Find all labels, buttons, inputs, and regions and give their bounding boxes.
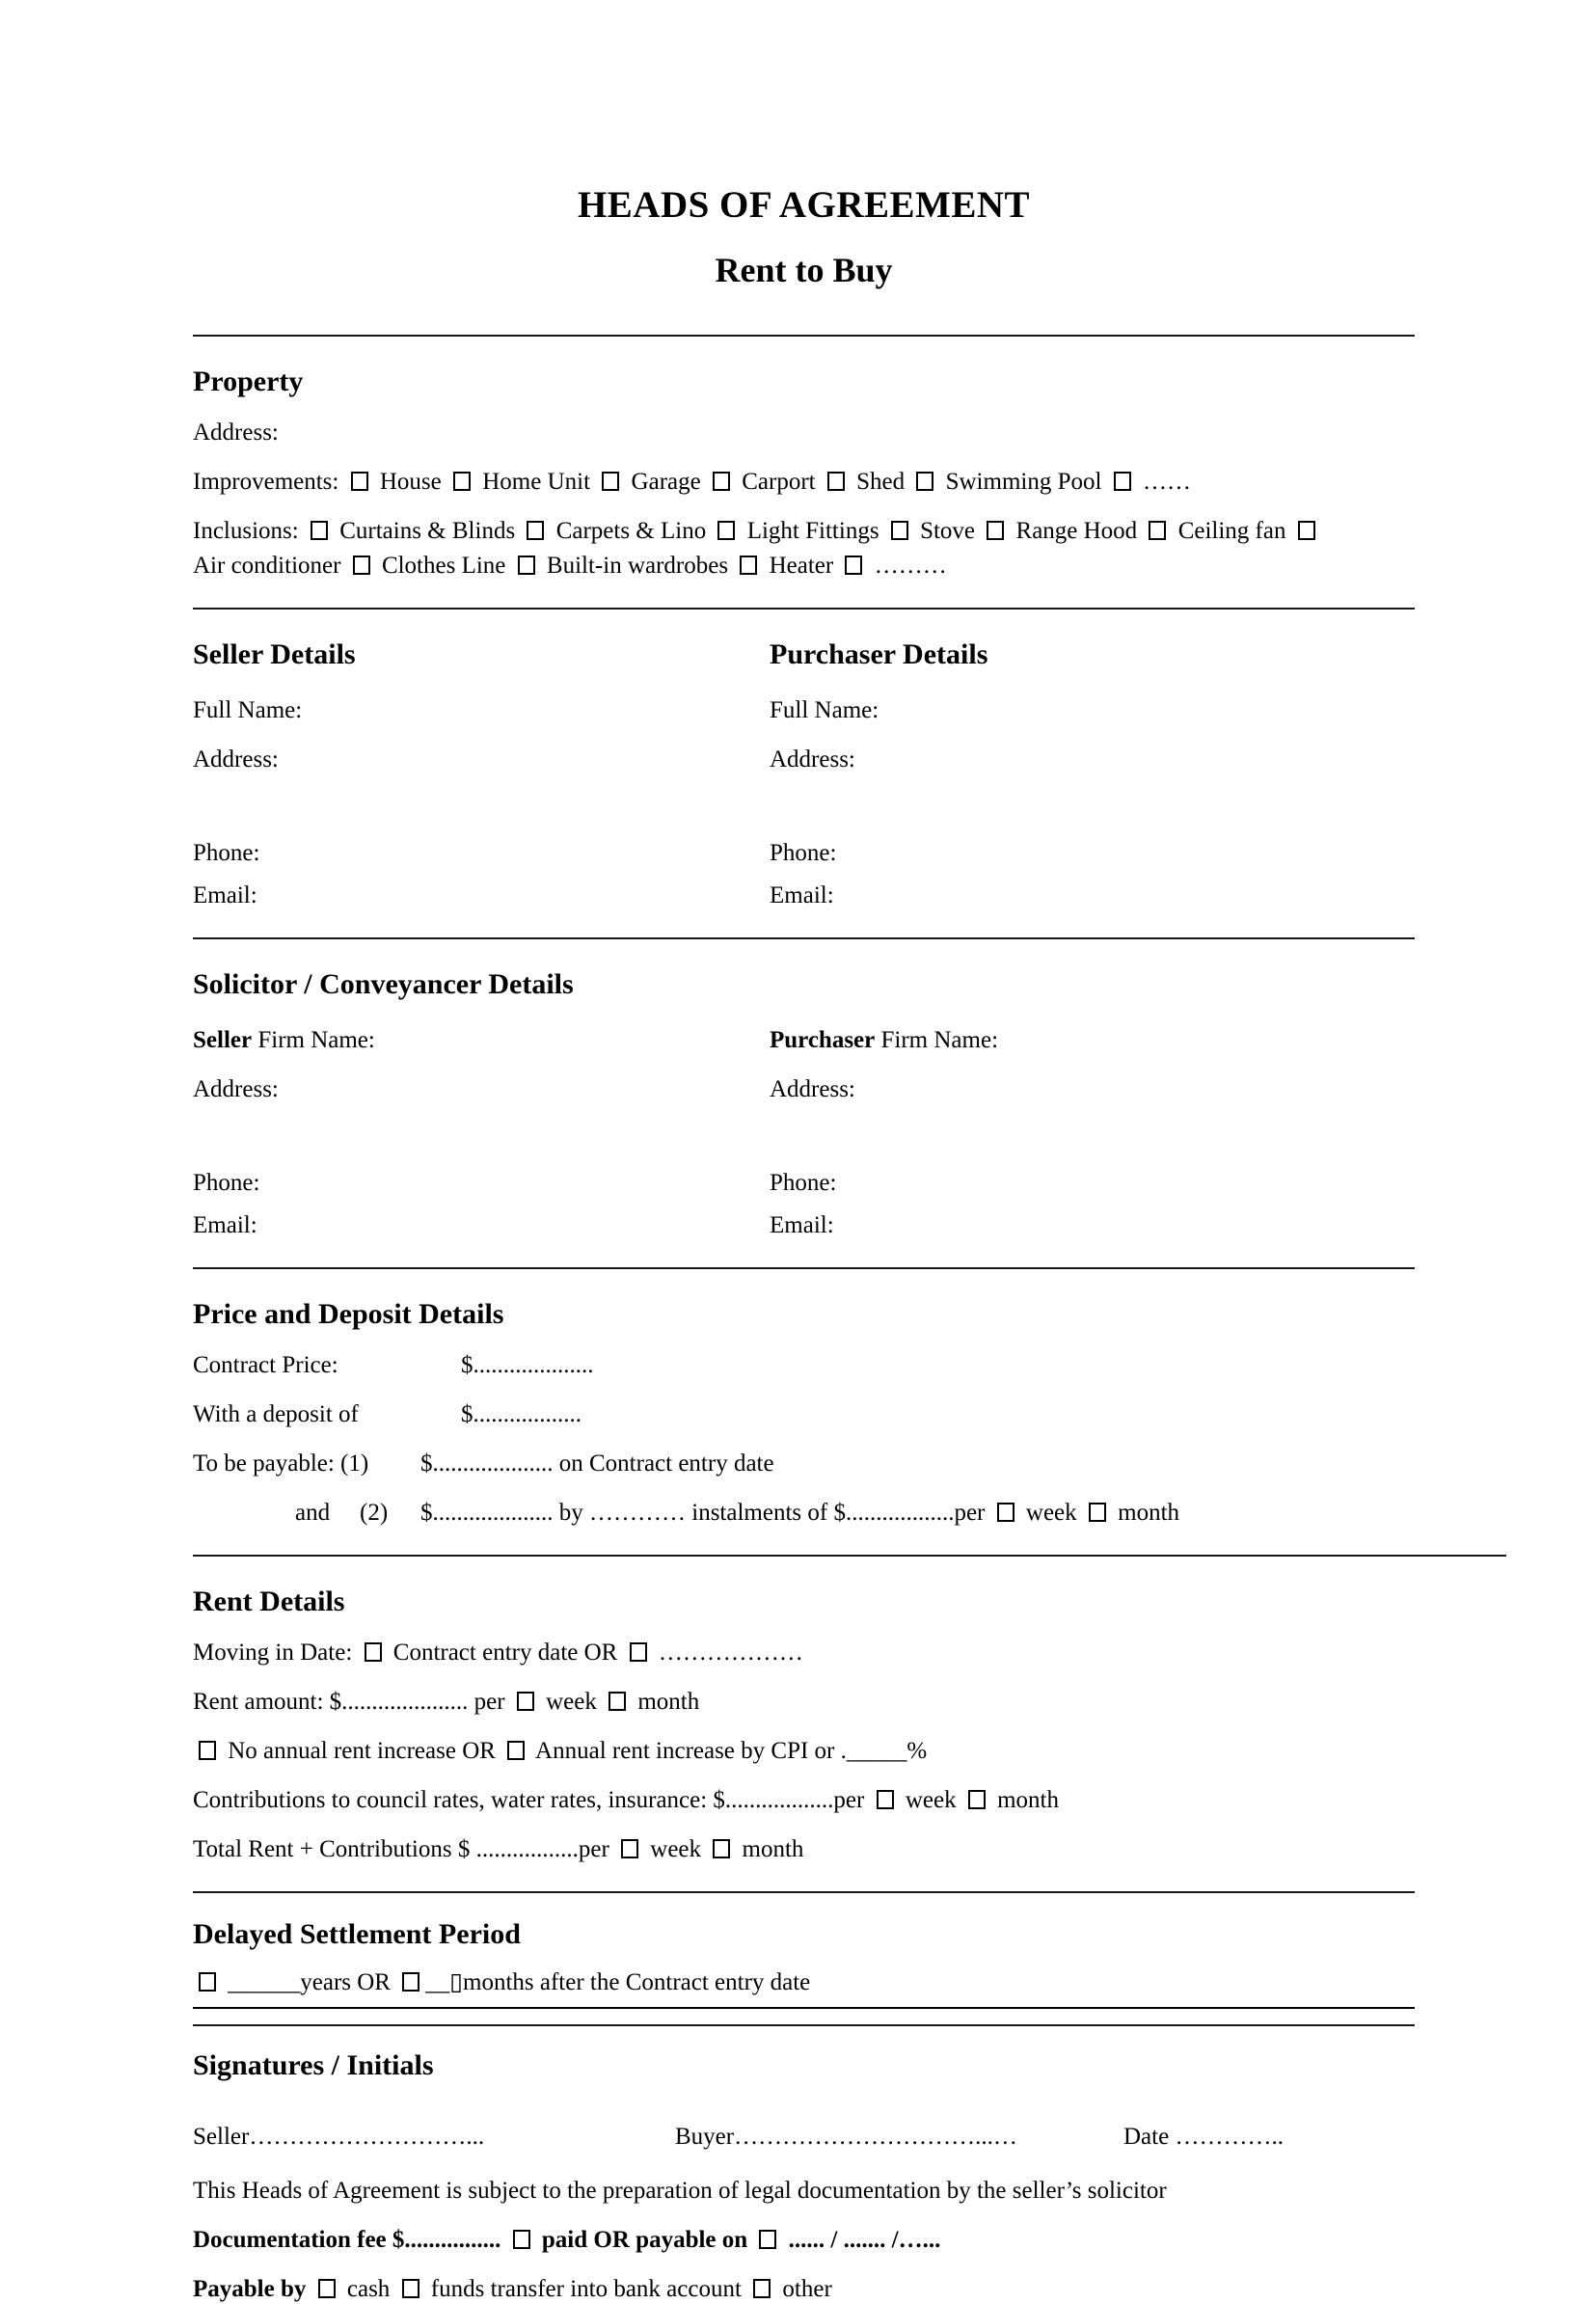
option-curtains-blinds-label: Curtains & Blinds [333, 518, 522, 544]
checkbox-improvements-other[interactable] [1114, 472, 1131, 491]
purchaser-bold-label: Purchaser [770, 1027, 876, 1053]
purchaser-firm-name-row [770, 1026, 1415, 1055]
option-ceiling-fan-label: Ceiling fan [1172, 518, 1292, 544]
week-label: week [539, 1689, 604, 1715]
signatures-heading: Signatures / Initials [193, 2049, 434, 2081]
settlement-period-row [193, 1968, 1415, 2009]
rent-details-heading: Rent Details [193, 1586, 345, 1617]
checkbox-instalments-week[interactable] [997, 1503, 1014, 1522]
contract-price-blank: $.................... [461, 1352, 594, 1378]
checkbox-built-in-wardrobes[interactable] [518, 556, 535, 575]
document-title: HEADS OF AGREEMENT [577, 184, 1031, 226]
checkbox-carport[interactable] [713, 472, 730, 491]
option-home-unit-label: Home Unit [476, 469, 597, 495]
checkbox-rent-week[interactable] [517, 1692, 534, 1711]
firm-name-label: Firm Name: [875, 1027, 999, 1053]
section-solicitor-details [193, 968, 1415, 1240]
buyer-signature-line[interactable]: Buyer…………………………...… [675, 2124, 1017, 2150]
checkbox-carpets-lino[interactable] [527, 521, 544, 540]
seller-details-heading: Seller Details [193, 638, 356, 670]
no-annual-rent-increase-label: No annual rent increase OR [222, 1738, 502, 1764]
option-air-conditioner-label: Air conditioner [193, 553, 347, 579]
checkbox-swimming-pool[interactable] [916, 472, 933, 491]
checkbox-fee-payable-on[interactable] [759, 2230, 776, 2249]
contributions-row [193, 1786, 1415, 1815]
total-rent-contributions-label: Total Rent + Contributions $ .................per [193, 1836, 616, 1862]
property-improvements-row [193, 468, 1415, 497]
inclusions-label: Inclusions: [193, 518, 305, 544]
checkbox-pay-cash[interactable] [318, 2279, 336, 2298]
month-label: month [1111, 1500, 1180, 1526]
solicitor-purchaser-email-label: Email: [770, 1212, 834, 1238]
annual-rent-increase-label: Annual rent increase by CPI or ._____% [530, 1738, 928, 1764]
moving-other-date-blank: ……………… [652, 1640, 803, 1666]
checkbox-annual-rent-increase[interactable] [507, 1741, 525, 1760]
paid-or-payable-label: paid OR payable on [535, 2227, 754, 2253]
payable-1-row [193, 1450, 1415, 1478]
payable-2-tokens [420, 1500, 1179, 1526]
checkbox-rent-month[interactable] [609, 1692, 626, 1711]
option-light-fittings-label: Light Fittings [741, 518, 885, 544]
checkbox-home-unit[interactable] [453, 472, 471, 491]
option-shed-label: Shed [850, 469, 911, 495]
seller-address-label: Address: [193, 746, 279, 773]
improvements-other-blank: …… [1136, 469, 1191, 495]
checkbox-clothes-line[interactable] [353, 556, 370, 575]
option-stove-label: Stove [913, 518, 982, 544]
purchaser-email-label: Email: [770, 882, 834, 908]
section-divider [193, 937, 1415, 939]
seller-signature-line[interactable]: Seller………………………... [193, 2124, 485, 2150]
checkbox-ceiling-fan[interactable] [1149, 521, 1166, 540]
seller-bold-label: Seller [193, 1027, 253, 1053]
improvements-label: Improvements: [193, 469, 345, 495]
solicitor-seller-phone-label: Phone: [193, 1170, 260, 1196]
instalments-text: $.................... by ………… instalments of $..................per [420, 1500, 991, 1526]
property-heading: Property [193, 366, 304, 397]
num-2-label: (2) [360, 1500, 389, 1526]
checkbox-air-conditioner[interactable] [1298, 521, 1315, 540]
rent-increase-row [193, 1737, 1415, 1766]
date-signature-line[interactable]: Date ………….. [1123, 2124, 1284, 2150]
document-subtitle: Rent to Buy [715, 251, 893, 289]
contract-price-label: Contract Price: [193, 1352, 338, 1378]
seller-email-label: Email: [193, 882, 257, 908]
checkbox-moving-contract-entry-date[interactable] [365, 1642, 382, 1662]
checkbox-pay-funds-transfer[interactable] [402, 2279, 419, 2298]
checkbox-pay-other[interactable] [753, 2279, 771, 2298]
solicitor-heading: Solicitor / Conveyancer Details [193, 968, 574, 1000]
legal-note: This Heads of Agreement is subject to the preparation of legal documentation by the seller’s solicitor [193, 2178, 1167, 2204]
moving-in-date-label: Moving in Date: [193, 1640, 359, 1666]
section-property [193, 366, 1415, 581]
checkbox-garage[interactable] [602, 472, 619, 491]
rent-amount-label: Rent amount: $..................... per [193, 1689, 511, 1715]
payable-1-blank: $.................... on Contract entry date [420, 1450, 774, 1477]
total-rent-row [193, 1835, 1415, 1864]
contract-entry-date-label: Contract entry date OR [387, 1640, 624, 1666]
checkbox-no-annual-rent-increase[interactable] [199, 1741, 216, 1760]
section-party-details [193, 610, 1415, 910]
option-carpets-lino-label: Carpets & Lino [550, 518, 713, 544]
deposit-row [193, 1400, 1415, 1429]
checkbox-contributions-week[interactable] [877, 1790, 894, 1809]
purchaser-address-label: Address: [770, 746, 855, 773]
checkbox-heater[interactable] [740, 556, 757, 575]
section-divider [193, 1267, 1415, 1269]
solicitor-purchaser-phone-label: Phone: [770, 1170, 837, 1196]
section-divider [193, 1891, 1415, 1893]
checkbox-instalments-month[interactable] [1089, 1503, 1106, 1522]
month-label: month [990, 1787, 1060, 1813]
moving-in-date-row [193, 1639, 1415, 1667]
week-label: week [644, 1836, 708, 1862]
section-price-deposit [193, 1298, 1415, 1528]
section-signatures [193, 2049, 1415, 2304]
purchaser-details-heading: Purchaser Details [770, 638, 988, 670]
firm-name-label: Firm Name: [252, 1027, 375, 1053]
week-label: week [899, 1787, 962, 1813]
price-deposit-heading: Price and Deposit Details [193, 1298, 504, 1330]
option-garage-label: Garage [625, 469, 707, 495]
purchaser-full-name-label: Full Name: [770, 697, 879, 723]
checkbox-settlement-years[interactable] [199, 1972, 216, 1992]
payable-by-label: Payable by [193, 2276, 312, 2302]
seller-phone-label: Phone: [193, 840, 260, 866]
solicitor-purchaser-address-label: Address: [770, 1076, 855, 1102]
property-inclusions-row-2 [193, 552, 1415, 581]
inclusions-other-blank: ……… [868, 553, 947, 579]
deposit-blank: $.................. [461, 1401, 582, 1427]
section-divider [193, 1555, 1506, 1557]
checkbox-inclusions-other[interactable] [845, 556, 862, 575]
documentation-fee-row [193, 2226, 1415, 2255]
rent-amount-row [193, 1688, 1415, 1717]
option-built-in-wardrobes-label: Built-in wardrobes [540, 553, 735, 579]
option-house-label: House [373, 469, 447, 495]
seller-full-name-label: Full Name: [193, 697, 303, 723]
option-heater-label: Heater [763, 553, 840, 579]
months-blank-label: __▯months after the Contract entry date [425, 1969, 811, 1995]
option-carport-label: Carport [735, 469, 822, 495]
option-clothes-line-label: Clothes Line [375, 553, 512, 579]
section-divider [193, 335, 1415, 337]
payable-2-row [193, 1499, 1415, 1528]
checkbox-settlement-months[interactable] [402, 1972, 419, 1992]
month-label: month [736, 1836, 804, 1862]
deposit-label: With a deposit of [193, 1401, 359, 1427]
checkbox-curtains-blinds[interactable] [311, 521, 328, 540]
contract-price-row [193, 1351, 1415, 1380]
property-inclusions-row-1 [193, 517, 1415, 546]
checkbox-total-week[interactable] [621, 1839, 638, 1858]
and-label: and [295, 1500, 331, 1526]
checkbox-moving-other-date[interactable] [630, 1642, 647, 1662]
checkbox-stove[interactable] [891, 521, 908, 540]
documentation-fee-label: Documentation fee $................ [193, 2227, 507, 2253]
other-label: other [776, 2276, 832, 2302]
payable-by-row [193, 2275, 1415, 2304]
week-label: week [1019, 1500, 1083, 1526]
payable-on-date-blank: ...... / ....... /…... [782, 2227, 941, 2253]
seller-firm-name-row [193, 1026, 770, 1055]
solicitor-seller-email-label: Email: [193, 1212, 257, 1238]
checkbox-fee-paid[interactable] [513, 2230, 530, 2249]
cash-label: cash [340, 2276, 396, 2302]
checkbox-shed[interactable] [827, 472, 845, 491]
contributions-label: Contributions to council rates, water rates, insurance: $..................per [193, 1787, 871, 1813]
to-be-payable-label: To be payable: (1) [193, 1450, 369, 1477]
checkbox-house[interactable] [351, 472, 368, 491]
checkbox-total-month[interactable] [713, 1839, 730, 1858]
option-swimming-pool-label: Swimming Pool [939, 469, 1108, 495]
checkbox-contributions-month[interactable] [968, 1790, 986, 1809]
years-blank-label: ______years OR [222, 1969, 397, 1995]
option-range-hood-label: Range Hood [1010, 518, 1144, 544]
property-address-row [193, 419, 1415, 447]
property-address-label: Address: [193, 420, 279, 446]
solicitor-seller-address-label: Address: [193, 1076, 279, 1102]
month-label: month [632, 1689, 700, 1715]
purchaser-phone-label: Phone: [770, 840, 837, 866]
funds-transfer-label: funds transfer into bank account [424, 2276, 748, 2302]
section-rent-details [193, 1586, 1415, 1864]
checkbox-light-fittings[interactable] [717, 521, 735, 540]
signature-row [193, 2123, 1415, 2152]
checkbox-range-hood[interactable] [987, 521, 1004, 540]
section-divider [193, 2024, 1415, 2026]
section-delayed-settlement [193, 1918, 1415, 2009]
delayed-settlement-heading: Delayed Settlement Period [193, 1918, 521, 1950]
